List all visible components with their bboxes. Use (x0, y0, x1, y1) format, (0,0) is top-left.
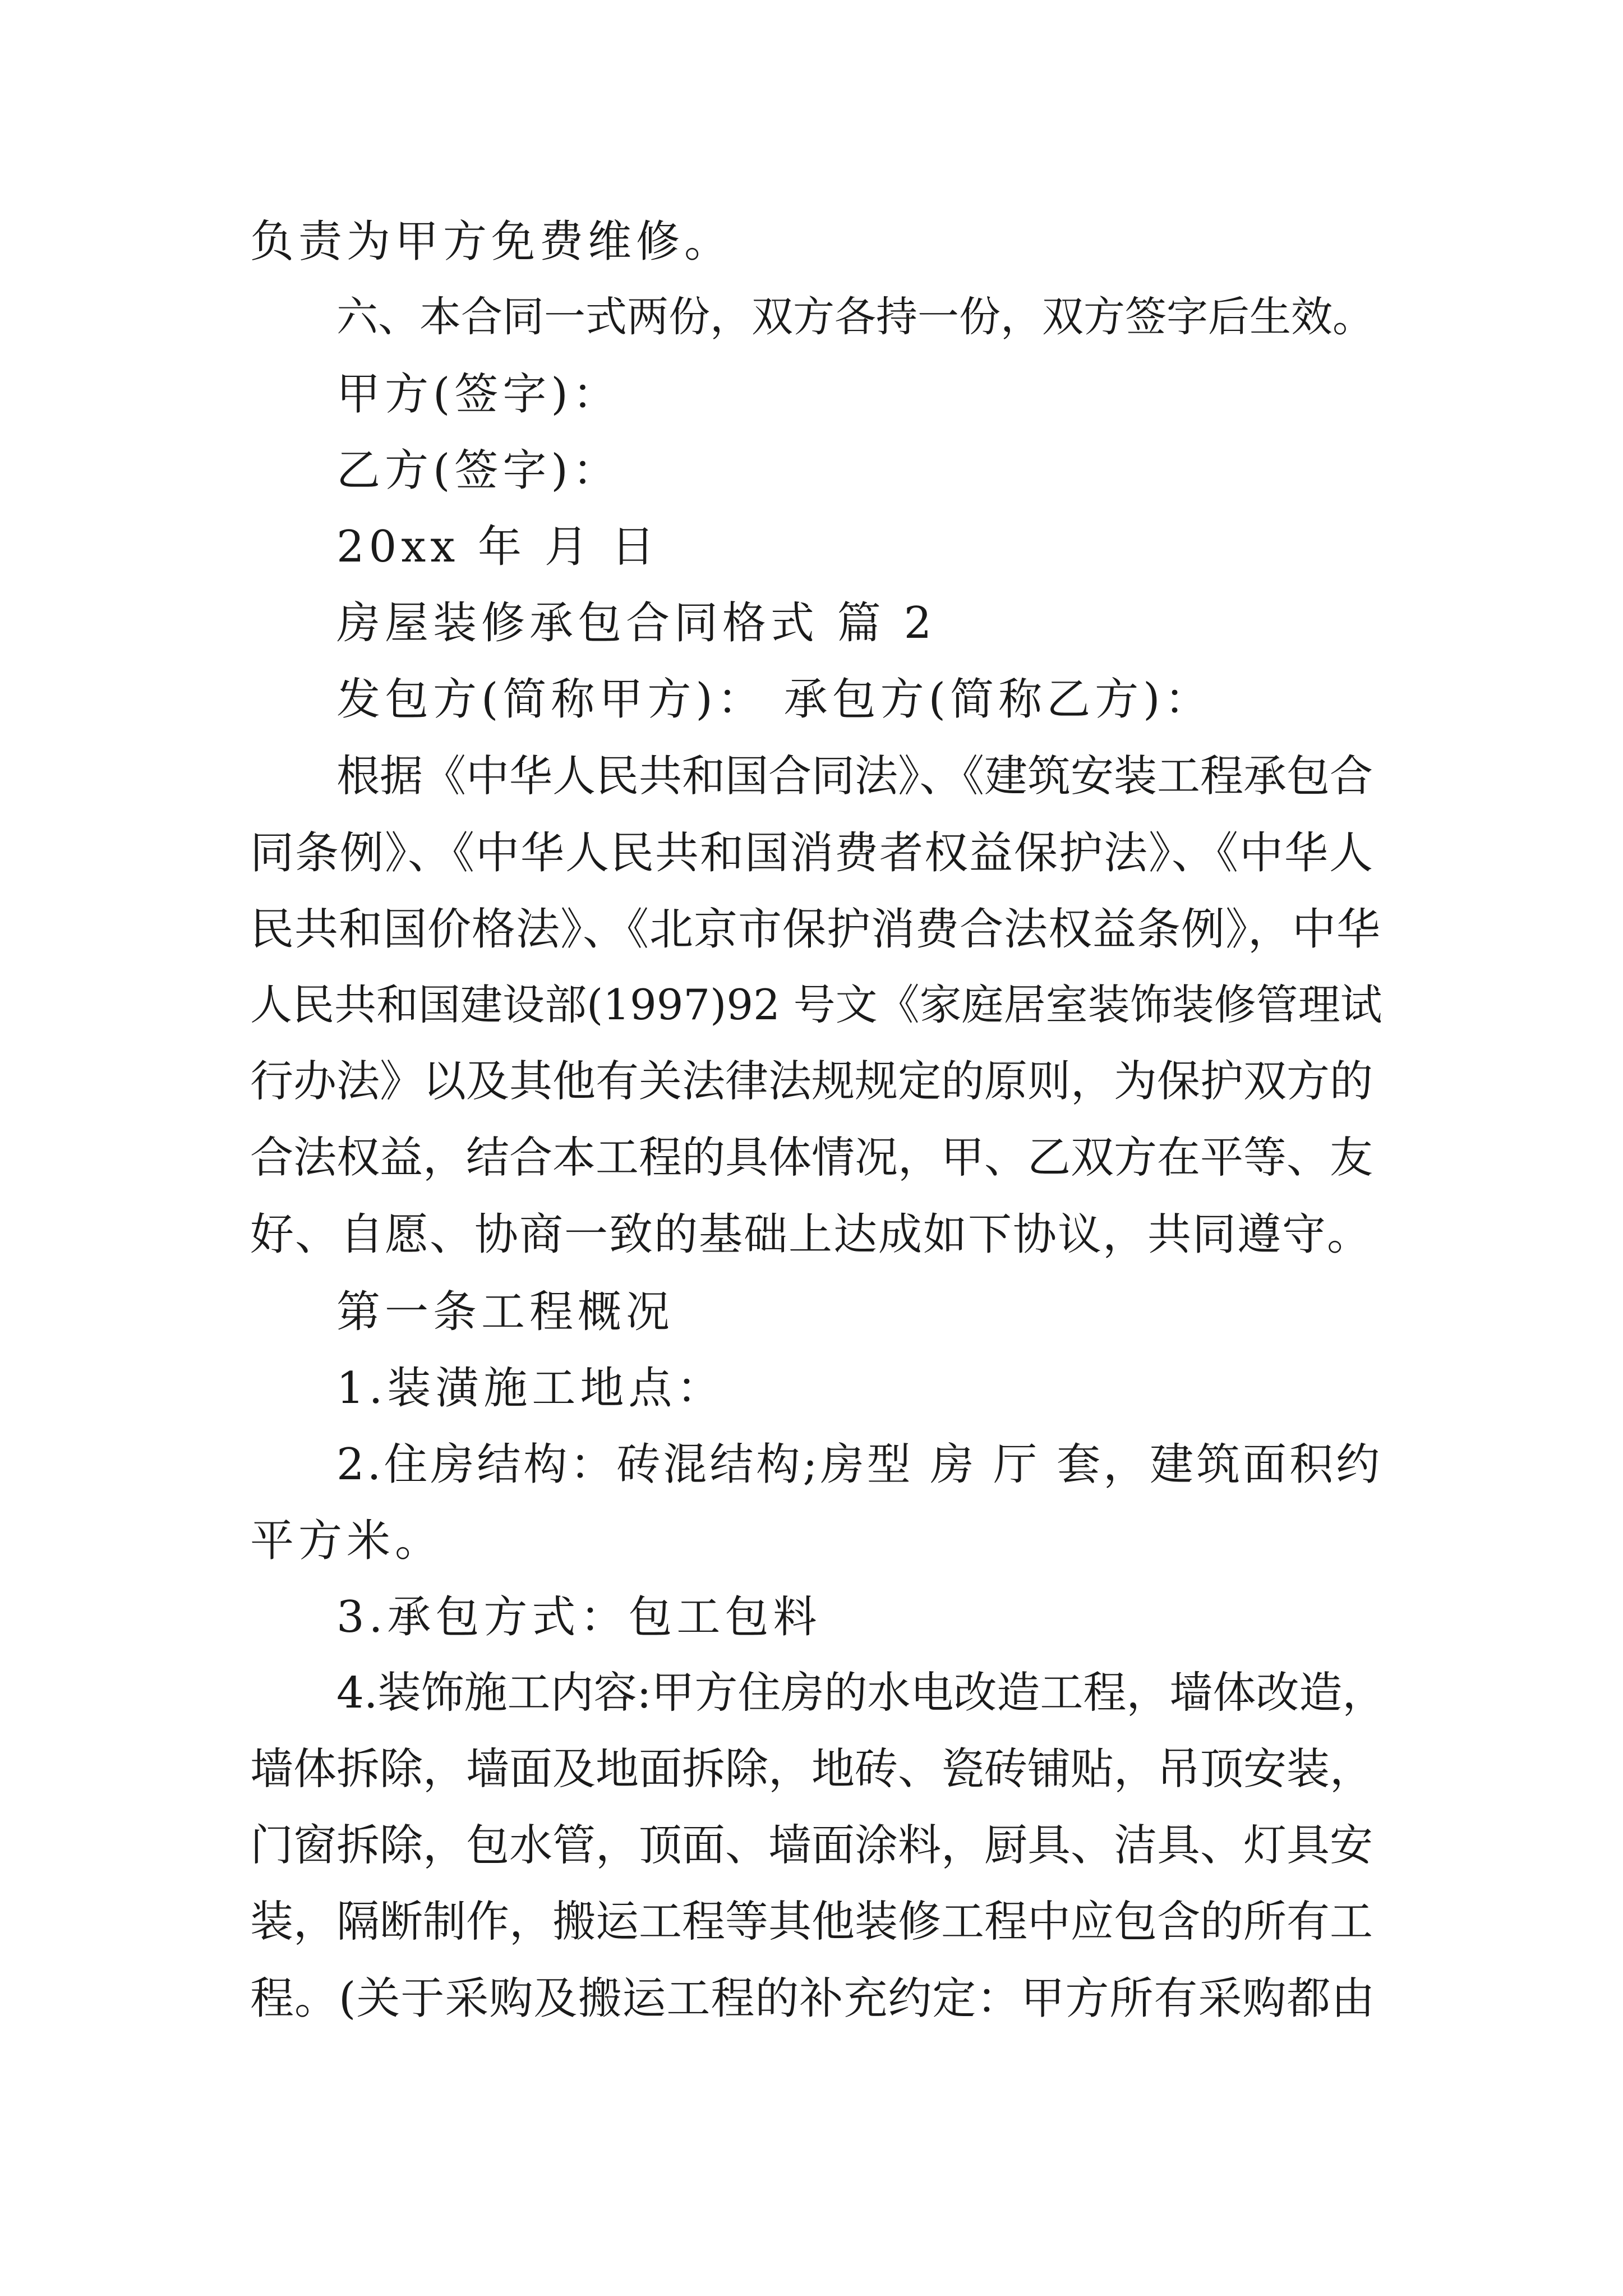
text-line: 2.住房结构：砖混结构;房型 房 厅 套，建筑面积约 (336, 1439, 1383, 1490)
text-line: 1.装潢施工地点： (336, 1363, 725, 1414)
text-line: 人民共和国建设部(1997)92 号文《家庭居室装饰装修管理试 (250, 980, 1382, 1029)
text-line: 程。(关于采购及搬运工程的补充约定：甲方所有采购都由 (250, 1973, 1376, 2024)
text-line: 民共和国价格法》、《北京市保护消费合法权益条例》，中华 (250, 904, 1381, 955)
text-line: 乙方(签字)： (336, 445, 621, 496)
article-heading: 第一条工程概况 (336, 1287, 675, 1337)
text-line: 发包方(简称甲方)： 承包方(简称乙方)： (336, 674, 1213, 725)
text-line: 六、本合同一式两份，双方各持一份，双方签字后生效。 (336, 293, 1374, 341)
text-line: 门窗拆除，包水管，顶面、墙面涂料，厨具、洁具、灯具安 (250, 1821, 1373, 1871)
text-line: 甲方(签字)： (336, 369, 621, 420)
section-heading: 房屋装修承包合同格式 篇 2 (336, 598, 937, 648)
text-line: 好、自愿、协商一致的基础上达成如下协议，共同遵守。 (250, 1209, 1372, 1260)
text-line: 同条例》、《中华人民共和国消费者权益保护法》、《中华人 (250, 828, 1375, 878)
text-line: 合法权益，结合本工程的具体情况，甲、乙双方在平等、友 (250, 1133, 1373, 1183)
text-line: 装，隔断制作，搬运工程等其他装修工程中应包含的所有工 (250, 1897, 1373, 1947)
text-line: 行办法》以及其他有关法律法规规定的原则，为保护双方的 (250, 1057, 1373, 1107)
text-line: 平方米。 (250, 1516, 444, 1566)
text-line: 根据《中华人民共和国合同法》、《建筑安装工程承包合 (336, 752, 1373, 802)
text-line: 3.承包方式：包工包料 (336, 1592, 822, 1642)
text-line: 墙体拆除，墙面及地面拆除，地砖、瓷砖铺贴，吊顶安装， (250, 1745, 1373, 1795)
text-line: 4.装饰施工内容:甲方住房的水电改造工程，墙体改造， (336, 1668, 1386, 1718)
text-line: 负责为甲方免费维修。 (250, 217, 733, 267)
text-line: 20xx 年 月 日 (336, 522, 660, 572)
